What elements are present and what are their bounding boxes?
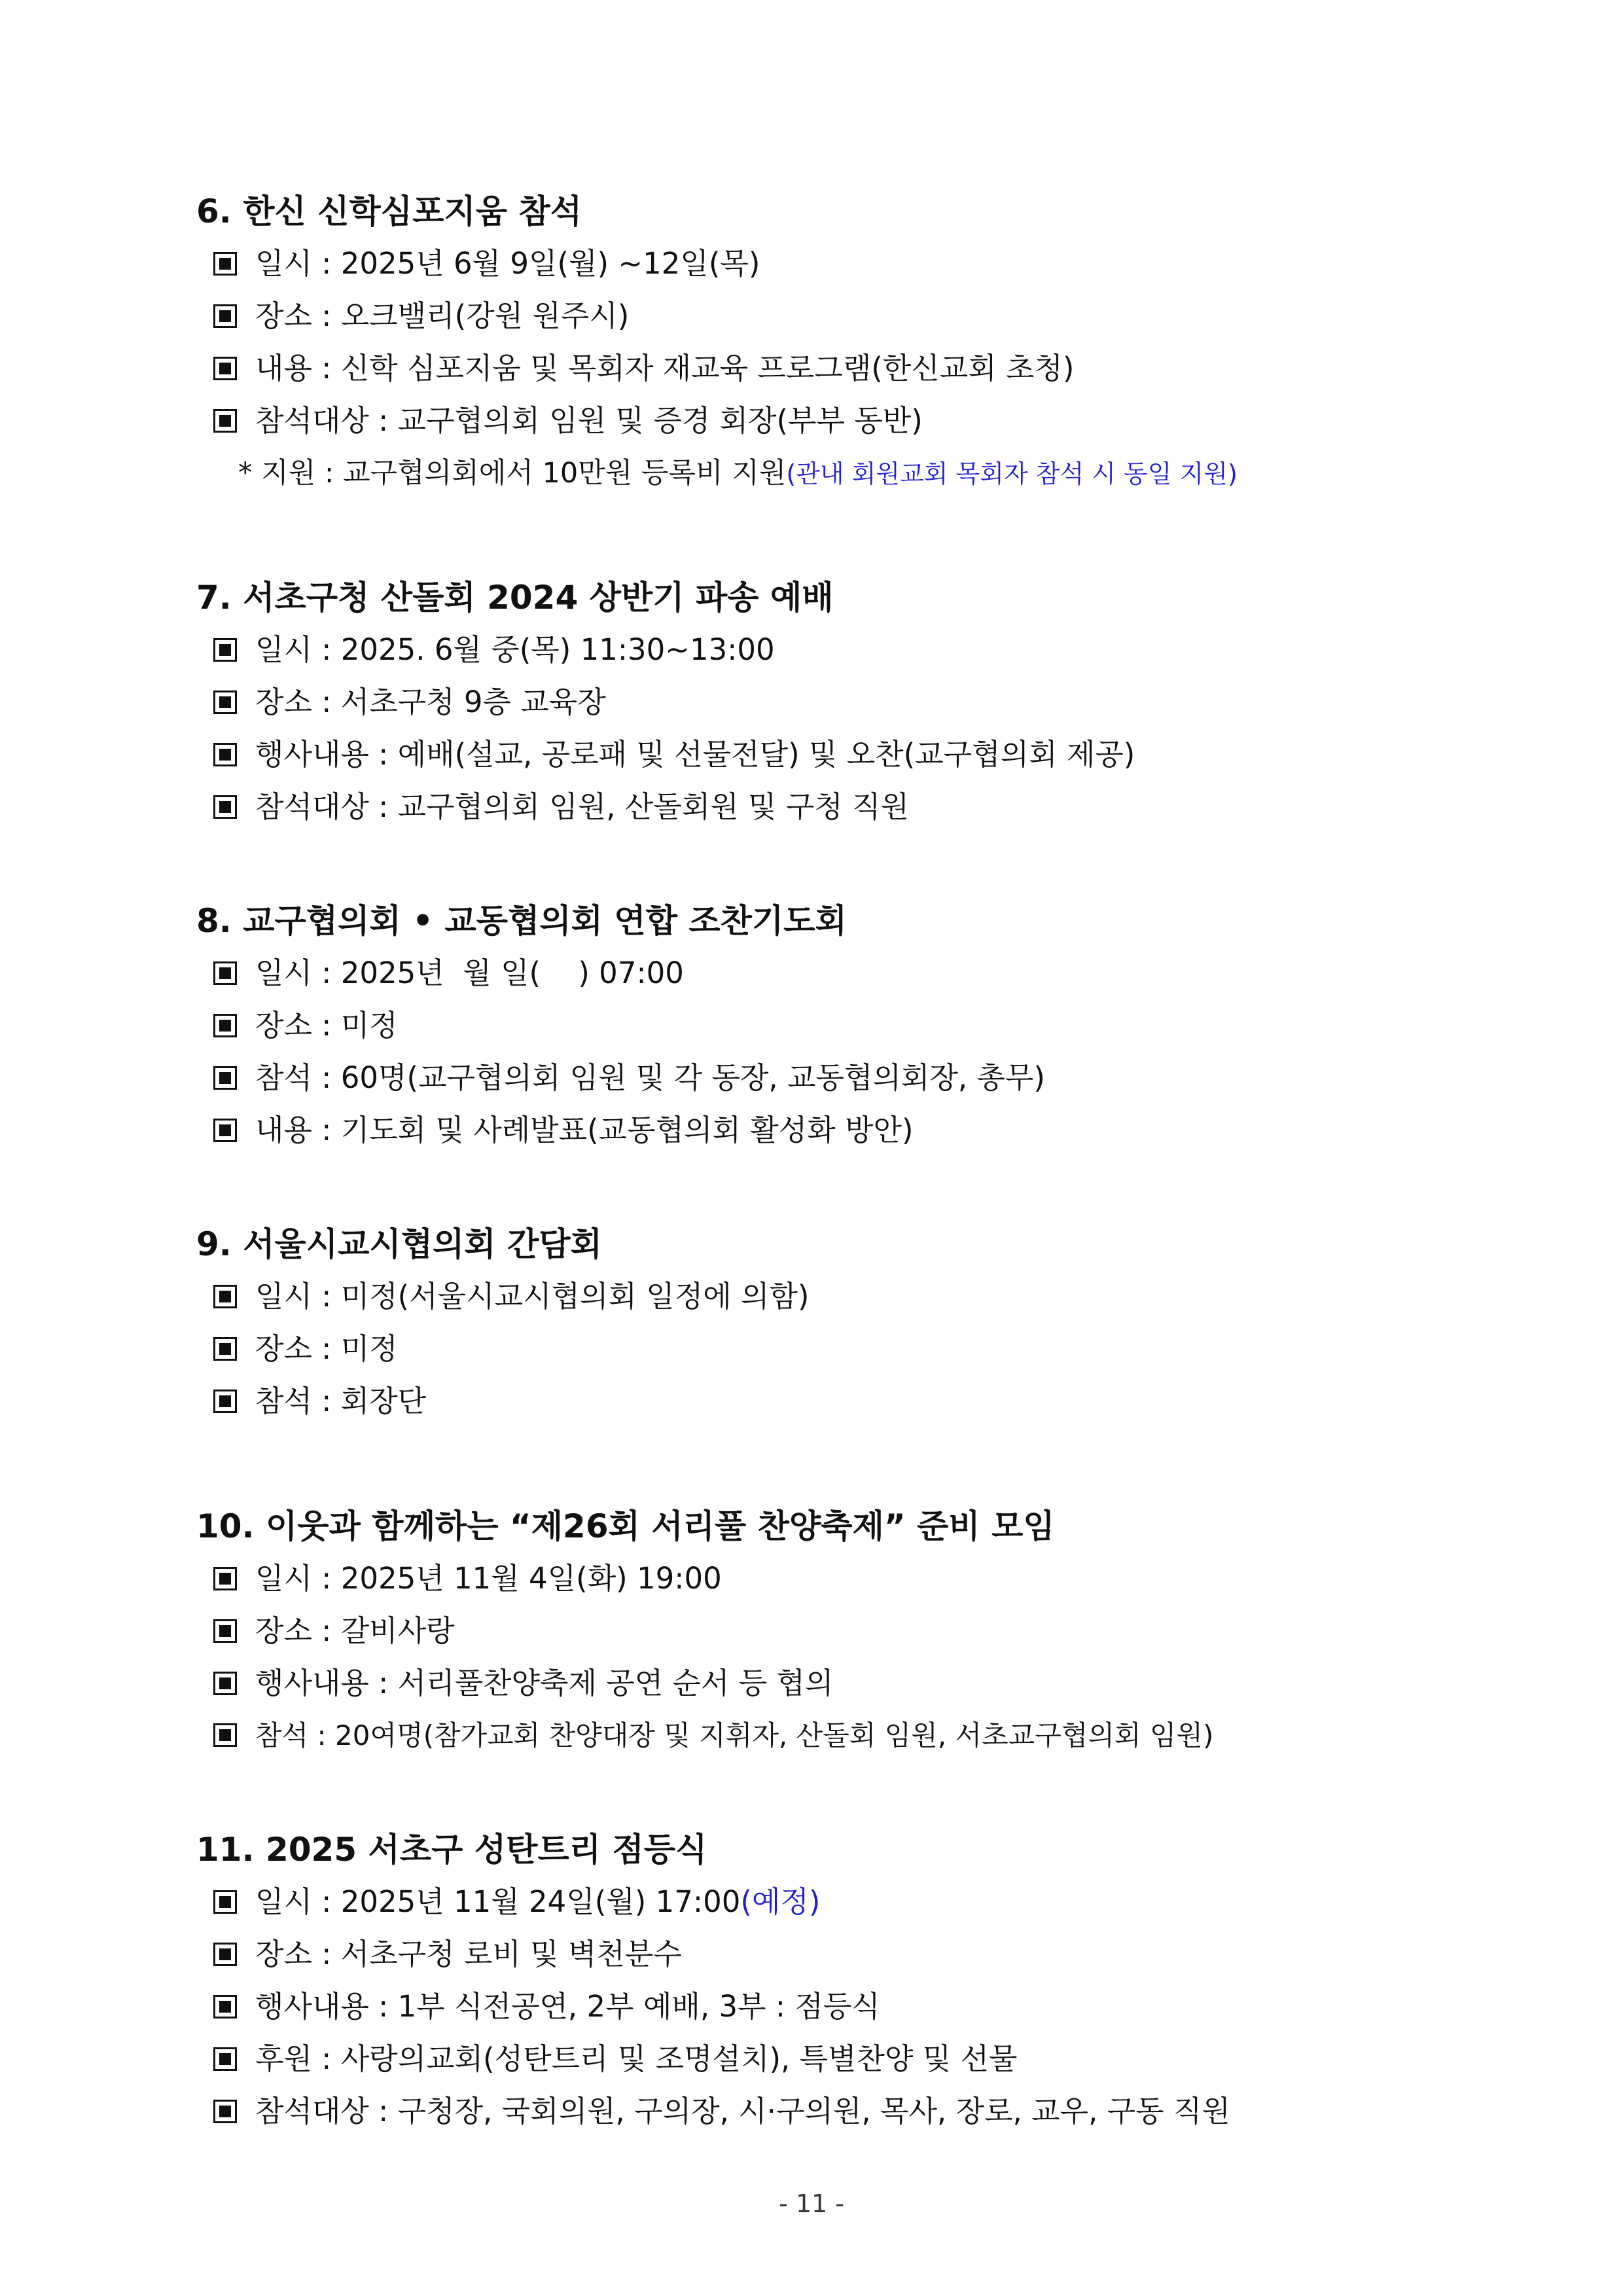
list-item <box>213 1006 1440 1045</box>
item-text: 후원 : 사랑의교회(성탄트리 및 조명설치), 특별찬양 및 선물 <box>255 2041 1018 2076</box>
list-item <box>213 1111 1440 1150</box>
section-title: 11. 2025 서초구 성탄트리 점등식 <box>196 1831 707 1869</box>
square-bullet-icon <box>213 1619 237 1643</box>
item-text: 일시 : 2025년 11월 24일(월) 17:00 <box>255 1884 741 1919</box>
list-item <box>213 244 1440 283</box>
square-bullet-icon <box>213 795 237 819</box>
section-11 <box>196 1830 1440 2131</box>
item-text: 행사내용 : 1부 식전공연, 2부 예배, 3부 : 점등식 <box>255 1989 880 2024</box>
note-highlight: (관내 회원교회 목회자 참석 시 동일 지원) <box>786 459 1238 488</box>
square-bullet-icon <box>213 409 237 433</box>
list-item <box>213 1664 1440 1703</box>
item-text: 장소 : 서초구청 9층 교육장 <box>255 685 606 719</box>
list-item <box>213 1058 1440 1098</box>
item-text: 일시 : 2025년 11월 4일(화) 19:00 <box>255 1561 722 1596</box>
item-text: 일시 : 2025년 6월 9일(월) ~12일(목) <box>255 246 760 281</box>
section-6 <box>196 192 1440 493</box>
list-item <box>213 683 1440 722</box>
section-title: 6. 한신 신학심포지움 참석 <box>196 192 582 230</box>
section-10 <box>196 1507 1440 1755</box>
square-bullet-icon <box>213 1014 237 1037</box>
section-9 <box>196 1225 1440 1421</box>
item-text: 장소 : 오크밸리(강원 원주시) <box>255 298 630 333</box>
item-text: 참석대상 : 구청장, 국회의원, 구의장, 시·구의원, 목사, 장로, 교우, 구동 직원 <box>255 2094 1230 2128</box>
list-item <box>213 1882 1440 1922</box>
section-title: 9. 서울시교시협의회 간담회 <box>196 1225 602 1263</box>
list-item <box>213 349 1440 388</box>
item-text: 참석대상 : 교구협의회 임원 및 증경 회장(부부 동반) <box>255 403 923 438</box>
page-number: - 11 - <box>779 2189 844 2218</box>
square-bullet-icon <box>213 961 237 985</box>
square-bullet-icon <box>213 1890 237 1914</box>
note-text: * 지원 : 교구협의회에서 10만원 등록비 지원 <box>238 457 787 490</box>
square-bullet-icon <box>213 1390 237 1413</box>
support-note <box>238 454 1440 493</box>
list-item <box>213 735 1440 774</box>
square-bullet-icon <box>213 1943 237 1966</box>
section-7 <box>196 578 1440 827</box>
item-text: 장소 : 미정 <box>255 1008 398 1043</box>
square-bullet-icon <box>213 1567 237 1590</box>
square-bullet-icon <box>213 357 237 380</box>
item-text: 장소 : 미정 <box>255 1331 398 1366</box>
item-text: 참석 : 회장단 <box>255 1384 427 1418</box>
list-item <box>213 2092 1440 2131</box>
list-item <box>213 787 1440 827</box>
list-item <box>213 1611 1440 1651</box>
square-bullet-icon <box>213 304 237 328</box>
square-bullet-icon <box>213 1672 237 1695</box>
list-item <box>213 401 1440 440</box>
item-text: 일시 : 2025년 월 일( ) 07:00 <box>255 956 684 990</box>
item-text: 내용 : 신학 심포지움 및 목회자 재교육 프로그램(한신교회 초청) <box>255 351 1075 386</box>
square-bullet-icon <box>213 1119 237 1142</box>
square-bullet-icon <box>213 743 237 766</box>
square-bullet-icon <box>213 252 237 276</box>
square-bullet-icon <box>213 1285 237 1308</box>
square-bullet-icon <box>213 1066 237 1090</box>
item-text: 장소 : 서초구청 로비 및 벽천분수 <box>255 1937 682 1971</box>
square-bullet-icon <box>213 1723 237 1747</box>
section-title: 10. 이웃과 함께하는 “제26회 서리풀 찬양축제” 준비 모임 <box>196 1507 1055 1545</box>
item-text: 일시 : 미정(서울시교시협의회 일정에 의함) <box>255 1279 810 1314</box>
item-text: 내용 : 기도회 및 사례발표(교동협의회 활성화 방안) <box>255 1113 914 1147</box>
item-text: 참석 : 60명(교구협의회 임원 및 각 동장, 교동협의회장, 총무) <box>255 1060 1045 1095</box>
list-item <box>213 630 1440 670</box>
list-item <box>213 2039 1440 2079</box>
item-text: 장소 : 갈비사랑 <box>255 1613 455 1648</box>
square-bullet-icon <box>213 1337 237 1361</box>
list-item <box>213 1277 1440 1316</box>
list-item <box>213 1382 1440 1421</box>
section-title: 7. 서초구청 산돌회 2024 상반기 파송 예배 <box>196 579 834 617</box>
list-item <box>213 1329 1440 1369</box>
item-text: 행사내용 : 서리풀찬양축제 공연 순서 등 협의 <box>255 1666 834 1700</box>
section-8 <box>196 901 1440 1150</box>
list-item <box>213 1935 1440 1974</box>
section-title: 8. 교구협의회 • 교동협의회 연합 조찬기도회 <box>196 902 847 940</box>
square-bullet-icon <box>213 2100 237 2123</box>
list-item <box>213 1987 1440 2026</box>
item-text: 행사내용 : 예배(설교, 공로패 및 선물전달) 및 오찬(교구협의회 제공) <box>255 737 1135 772</box>
list-item <box>213 296 1440 336</box>
square-bullet-icon <box>213 638 237 662</box>
item-text: 참석대상 : 교구협의회 임원, 산돌회원 및 구청 직원 <box>255 789 909 824</box>
item-text: 일시 : 2025. 6월 중(목) 11:30~13:00 <box>255 632 775 667</box>
item-text: 참석 : 20여명(참가교회 찬양대장 및 지휘자, 산돌회 임원, 서초교구협의회 임원) <box>255 1719 1214 1751</box>
list-item <box>213 1716 1440 1755</box>
square-bullet-icon <box>213 1995 237 2018</box>
tentative-badge: (예정) <box>740 1884 821 1919</box>
list-item <box>213 954 1440 993</box>
square-bullet-icon <box>213 691 237 714</box>
square-bullet-icon <box>213 2047 237 2071</box>
list-item <box>213 1559 1440 1598</box>
